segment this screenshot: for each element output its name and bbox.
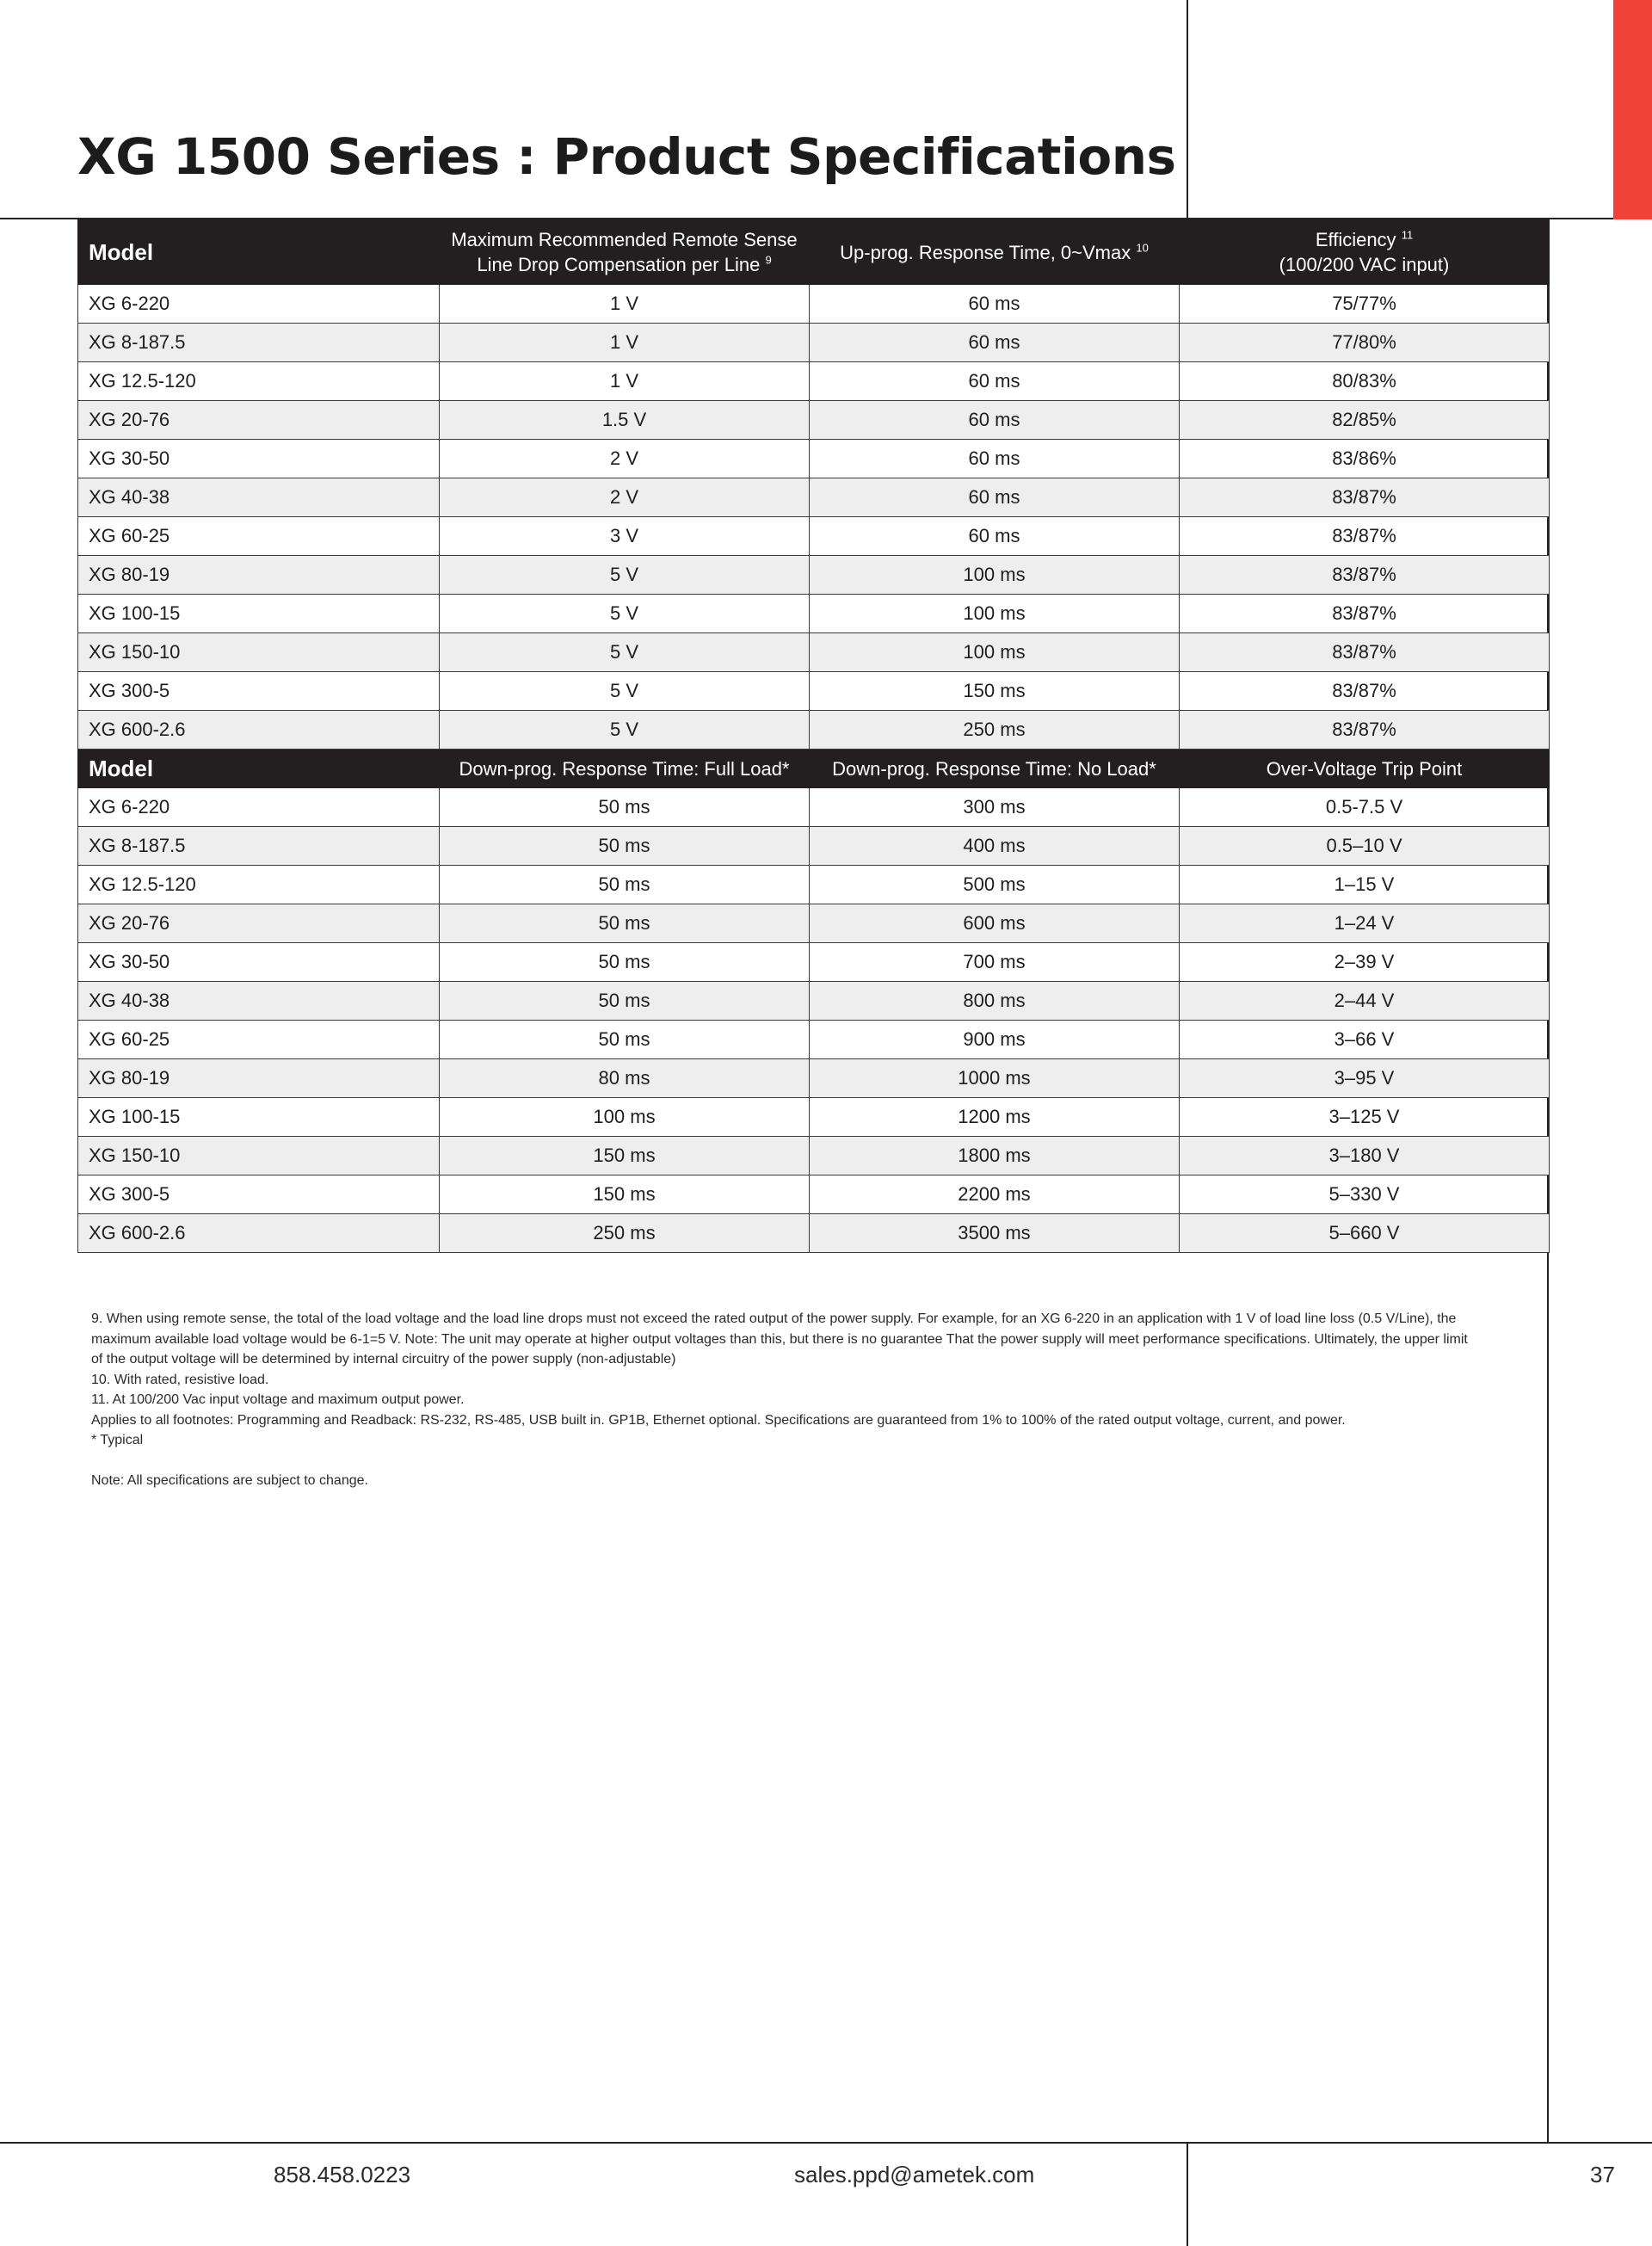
- cell-model: XG 30-50: [78, 943, 440, 982]
- cell-value: 250 ms: [810, 711, 1180, 750]
- cell-value: 60 ms: [810, 285, 1180, 324]
- footnote-ref-11: 11: [1401, 228, 1414, 242]
- table-row: [78, 401, 1550, 440]
- cell-model: XG 8-187.5: [78, 324, 440, 362]
- cell-value: 2 V: [440, 478, 810, 517]
- cell-value: 100 ms: [810, 556, 1180, 595]
- cell-model: XG 60-25: [78, 1021, 440, 1059]
- cell-value: 100 ms: [440, 1098, 810, 1137]
- footnote-subject-to-change: Note: All specifications are subject to change.: [91, 1472, 368, 1488]
- footnote-9-line3: of the output voltage will be determined by internal circuitry of the power supply (non-adjustable): [91, 1352, 676, 1367]
- footer-phone: 858.458.0223: [274, 2162, 411, 2187]
- cell-value: 60 ms: [810, 324, 1180, 362]
- cell-value: 2200 ms: [810, 1175, 1180, 1214]
- cell-value: 150 ms: [810, 672, 1180, 711]
- cell-value: 3–125 V: [1180, 1098, 1550, 1137]
- cell-value: 1 V: [440, 285, 810, 324]
- footnote-11: 11. At 100/200 Vac input voltage and maximum output power.: [91, 1392, 465, 1407]
- cell-value: 0.5–10 V: [1180, 827, 1550, 866]
- table-row: [78, 440, 1550, 478]
- cell-value: 900 ms: [810, 1021, 1180, 1059]
- table-row: [78, 982, 1550, 1021]
- footnote-ref-9: 9: [765, 253, 772, 267]
- cell-value: 60 ms: [810, 362, 1180, 401]
- cell-value: 5 V: [440, 595, 810, 633]
- table2-header-model: Model: [78, 750, 440, 788]
- table-row: [78, 672, 1550, 711]
- table1-header-line-drop-line2: Line Drop Compensation per Line: [477, 254, 761, 275]
- footnote-9-line2: maximum available load voltage would be 6-1=5 V. Note: The unit may operate at higher output voltages than this, but there is no guarantee That the power supply will meet performance specifications. Ultimately, the upper limit: [91, 1331, 1468, 1347]
- table-row: [78, 1175, 1550, 1214]
- cell-value: 0.5-7.5 V: [1180, 788, 1550, 827]
- footer-page-number: 37: [1590, 2162, 1615, 2187]
- footnote-applies: Applies to all footnotes: Programming and Readback: RS-232, RS-485, USB built in. GP1B, Ethernet optional. Specifications are guaranteed from 1% to 100% of the rated output voltage, current, and power.: [91, 1412, 1346, 1428]
- table-row: [78, 478, 1550, 517]
- cell-model: XG 100-15: [78, 595, 440, 633]
- table2-header-row: [78, 750, 1550, 788]
- cell-value: 83/87%: [1180, 595, 1550, 633]
- table-row: [78, 788, 1550, 827]
- cell-value: 80 ms: [440, 1059, 810, 1098]
- table1-header-efficiency: [1180, 220, 1550, 285]
- cell-value: 1.5 V: [440, 401, 810, 440]
- table-row: [78, 1021, 1550, 1059]
- table-row: [78, 904, 1550, 943]
- table1-header-row: [78, 220, 1550, 285]
- cell-value: 50 ms: [440, 788, 810, 827]
- cell-value: 400 ms: [810, 827, 1180, 866]
- cell-value: 1–15 V: [1180, 866, 1550, 904]
- cell-value: 250 ms: [440, 1214, 810, 1253]
- frame-vertical-line-top: [1187, 0, 1188, 219]
- cell-value: 5 V: [440, 556, 810, 595]
- cell-value: 1–24 V: [1180, 904, 1550, 943]
- cell-value: 3 V: [440, 517, 810, 556]
- cell-model: XG 40-38: [78, 478, 440, 517]
- table1-header-line-drop: [440, 220, 810, 285]
- page-title: XG 1500 Series : Product Specifications: [77, 127, 1176, 186]
- table-row: [78, 1137, 1550, 1175]
- cell-value: 50 ms: [440, 866, 810, 904]
- table-row: [78, 943, 1550, 982]
- cell-model: XG 300-5: [78, 1175, 440, 1214]
- cell-value: 83/87%: [1180, 478, 1550, 517]
- cell-value: 83/87%: [1180, 672, 1550, 711]
- table-row: [78, 711, 1550, 750]
- table-row: [78, 1059, 1550, 1098]
- table-row: [78, 324, 1550, 362]
- footnotes: [91, 1309, 1545, 1490]
- cell-value: 50 ms: [440, 827, 810, 866]
- cell-value: 5 V: [440, 711, 810, 750]
- table1-header-model: Model: [78, 220, 440, 285]
- table-row: [78, 556, 1550, 595]
- cell-value: 5–330 V: [1180, 1175, 1550, 1214]
- cell-value: 5 V: [440, 633, 810, 672]
- cell-value: 83/87%: [1180, 517, 1550, 556]
- footnote-9-line1: 9. When using remote sense, the total of the load voltage and the load line drops must not exceed the rated output of the power supply. For example, for an XG 6-220 in an application with 1 V of load line loss (0.5 V/Line), the: [91, 1311, 1457, 1326]
- footnote-10: 10. With rated, resistive load.: [91, 1372, 269, 1387]
- cell-value: 83/87%: [1180, 556, 1550, 595]
- cell-value: 83/87%: [1180, 711, 1550, 750]
- cell-value: 50 ms: [440, 904, 810, 943]
- cell-value: 150 ms: [440, 1137, 810, 1175]
- cell-value: 2–44 V: [1180, 982, 1550, 1021]
- cell-model: XG 6-220: [78, 285, 440, 324]
- footer-email: sales.ppd@ametek.com: [794, 2162, 1035, 2187]
- cell-value: 150 ms: [440, 1175, 810, 1214]
- footnote-typical: * Typical: [91, 1433, 144, 1447]
- cell-value: 1 V: [440, 324, 810, 362]
- cell-value: 100 ms: [810, 595, 1180, 633]
- cell-model: XG 80-19: [78, 1059, 440, 1098]
- table-row: [78, 1214, 1550, 1253]
- cell-value: 3500 ms: [810, 1214, 1180, 1253]
- cell-value: 60 ms: [810, 478, 1180, 517]
- table-row: [78, 362, 1550, 401]
- cell-model: XG 600-2.6: [78, 711, 440, 750]
- cell-value: 5 V: [440, 672, 810, 711]
- cell-model: XG 150-10: [78, 633, 440, 672]
- cell-value: 77/80%: [1180, 324, 1550, 362]
- cell-value: 500 ms: [810, 866, 1180, 904]
- cell-value: 2 V: [440, 440, 810, 478]
- cell-value: 50 ms: [440, 943, 810, 982]
- table-row: [78, 827, 1550, 866]
- cell-value: 700 ms: [810, 943, 1180, 982]
- cell-value: 800 ms: [810, 982, 1180, 1021]
- table1-header-up-prog-label: Up-prog. Response Time, 0~Vmax: [840, 241, 1131, 263]
- cell-model: XG 6-220: [78, 788, 440, 827]
- cell-value: 60 ms: [810, 401, 1180, 440]
- cell-model: XG 20-76: [78, 904, 440, 943]
- cell-value: 3–180 V: [1180, 1137, 1550, 1175]
- cell-model: XG 300-5: [78, 672, 440, 711]
- cell-model: XG 8-187.5: [78, 827, 440, 866]
- cell-value: 82/85%: [1180, 401, 1550, 440]
- cell-model: XG 30-50: [78, 440, 440, 478]
- cell-value: 2–39 V: [1180, 943, 1550, 982]
- table2-header-no-load: Down-prog. Response Time: No Load*: [810, 750, 1180, 788]
- cell-model: XG 150-10: [78, 1137, 440, 1175]
- cell-value: 1800 ms: [810, 1137, 1180, 1175]
- table-row: [78, 595, 1550, 633]
- table-row: [78, 285, 1550, 324]
- specifications-table: [77, 219, 1550, 1253]
- table2-header-ovp: Over-Voltage Trip Point: [1180, 750, 1550, 788]
- table1-header-up-prog: [810, 220, 1180, 285]
- cell-model: XG 600-2.6: [78, 1214, 440, 1253]
- cell-value: 1000 ms: [810, 1059, 1180, 1098]
- cell-model: XG 12.5-120: [78, 866, 440, 904]
- cell-value: 100 ms: [810, 633, 1180, 672]
- table1-header-efficiency-line2: (100/200 VAC input): [1279, 254, 1450, 275]
- cell-value: 3–66 V: [1180, 1021, 1550, 1059]
- table-row: [78, 633, 1550, 672]
- cell-value: 83/86%: [1180, 440, 1550, 478]
- cell-value: 3–95 V: [1180, 1059, 1550, 1098]
- footnote-ref-10: 10: [1136, 241, 1149, 255]
- cell-model: XG 60-25: [78, 517, 440, 556]
- table-row: [78, 1098, 1550, 1137]
- cell-value: 50 ms: [440, 1021, 810, 1059]
- table1-header-efficiency-line1: Efficiency: [1315, 229, 1396, 250]
- cell-value: 75/77%: [1180, 285, 1550, 324]
- cell-value: 50 ms: [440, 982, 810, 1021]
- cell-model: XG 100-15: [78, 1098, 440, 1137]
- cell-value: 1 V: [440, 362, 810, 401]
- cell-value: 60 ms: [810, 440, 1180, 478]
- table-row: [78, 517, 1550, 556]
- frame-vertical-line-bottom: [1187, 2143, 1188, 2246]
- frame-horizontal-line-footer: [0, 2142, 1652, 2144]
- cell-value: 600 ms: [810, 904, 1180, 943]
- cell-value: 83/87%: [1180, 633, 1550, 672]
- table2-header-full-load: Down-prog. Response Time: Full Load*: [440, 750, 810, 788]
- table1-header-line-drop-line1: Maximum Recommended Remote Sense: [451, 229, 798, 250]
- cell-value: 5–660 V: [1180, 1214, 1550, 1253]
- cell-value: 80/83%: [1180, 362, 1550, 401]
- cell-value: 60 ms: [810, 517, 1180, 556]
- cell-model: XG 40-38: [78, 982, 440, 1021]
- table-row: [78, 866, 1550, 904]
- cell-value: 1200 ms: [810, 1098, 1180, 1137]
- cell-model: XG 12.5-120: [78, 362, 440, 401]
- cell-model: XG 20-76: [78, 401, 440, 440]
- cell-value: 300 ms: [810, 788, 1180, 827]
- red-accent-bar: [1613, 0, 1652, 219]
- cell-model: XG 80-19: [78, 556, 440, 595]
